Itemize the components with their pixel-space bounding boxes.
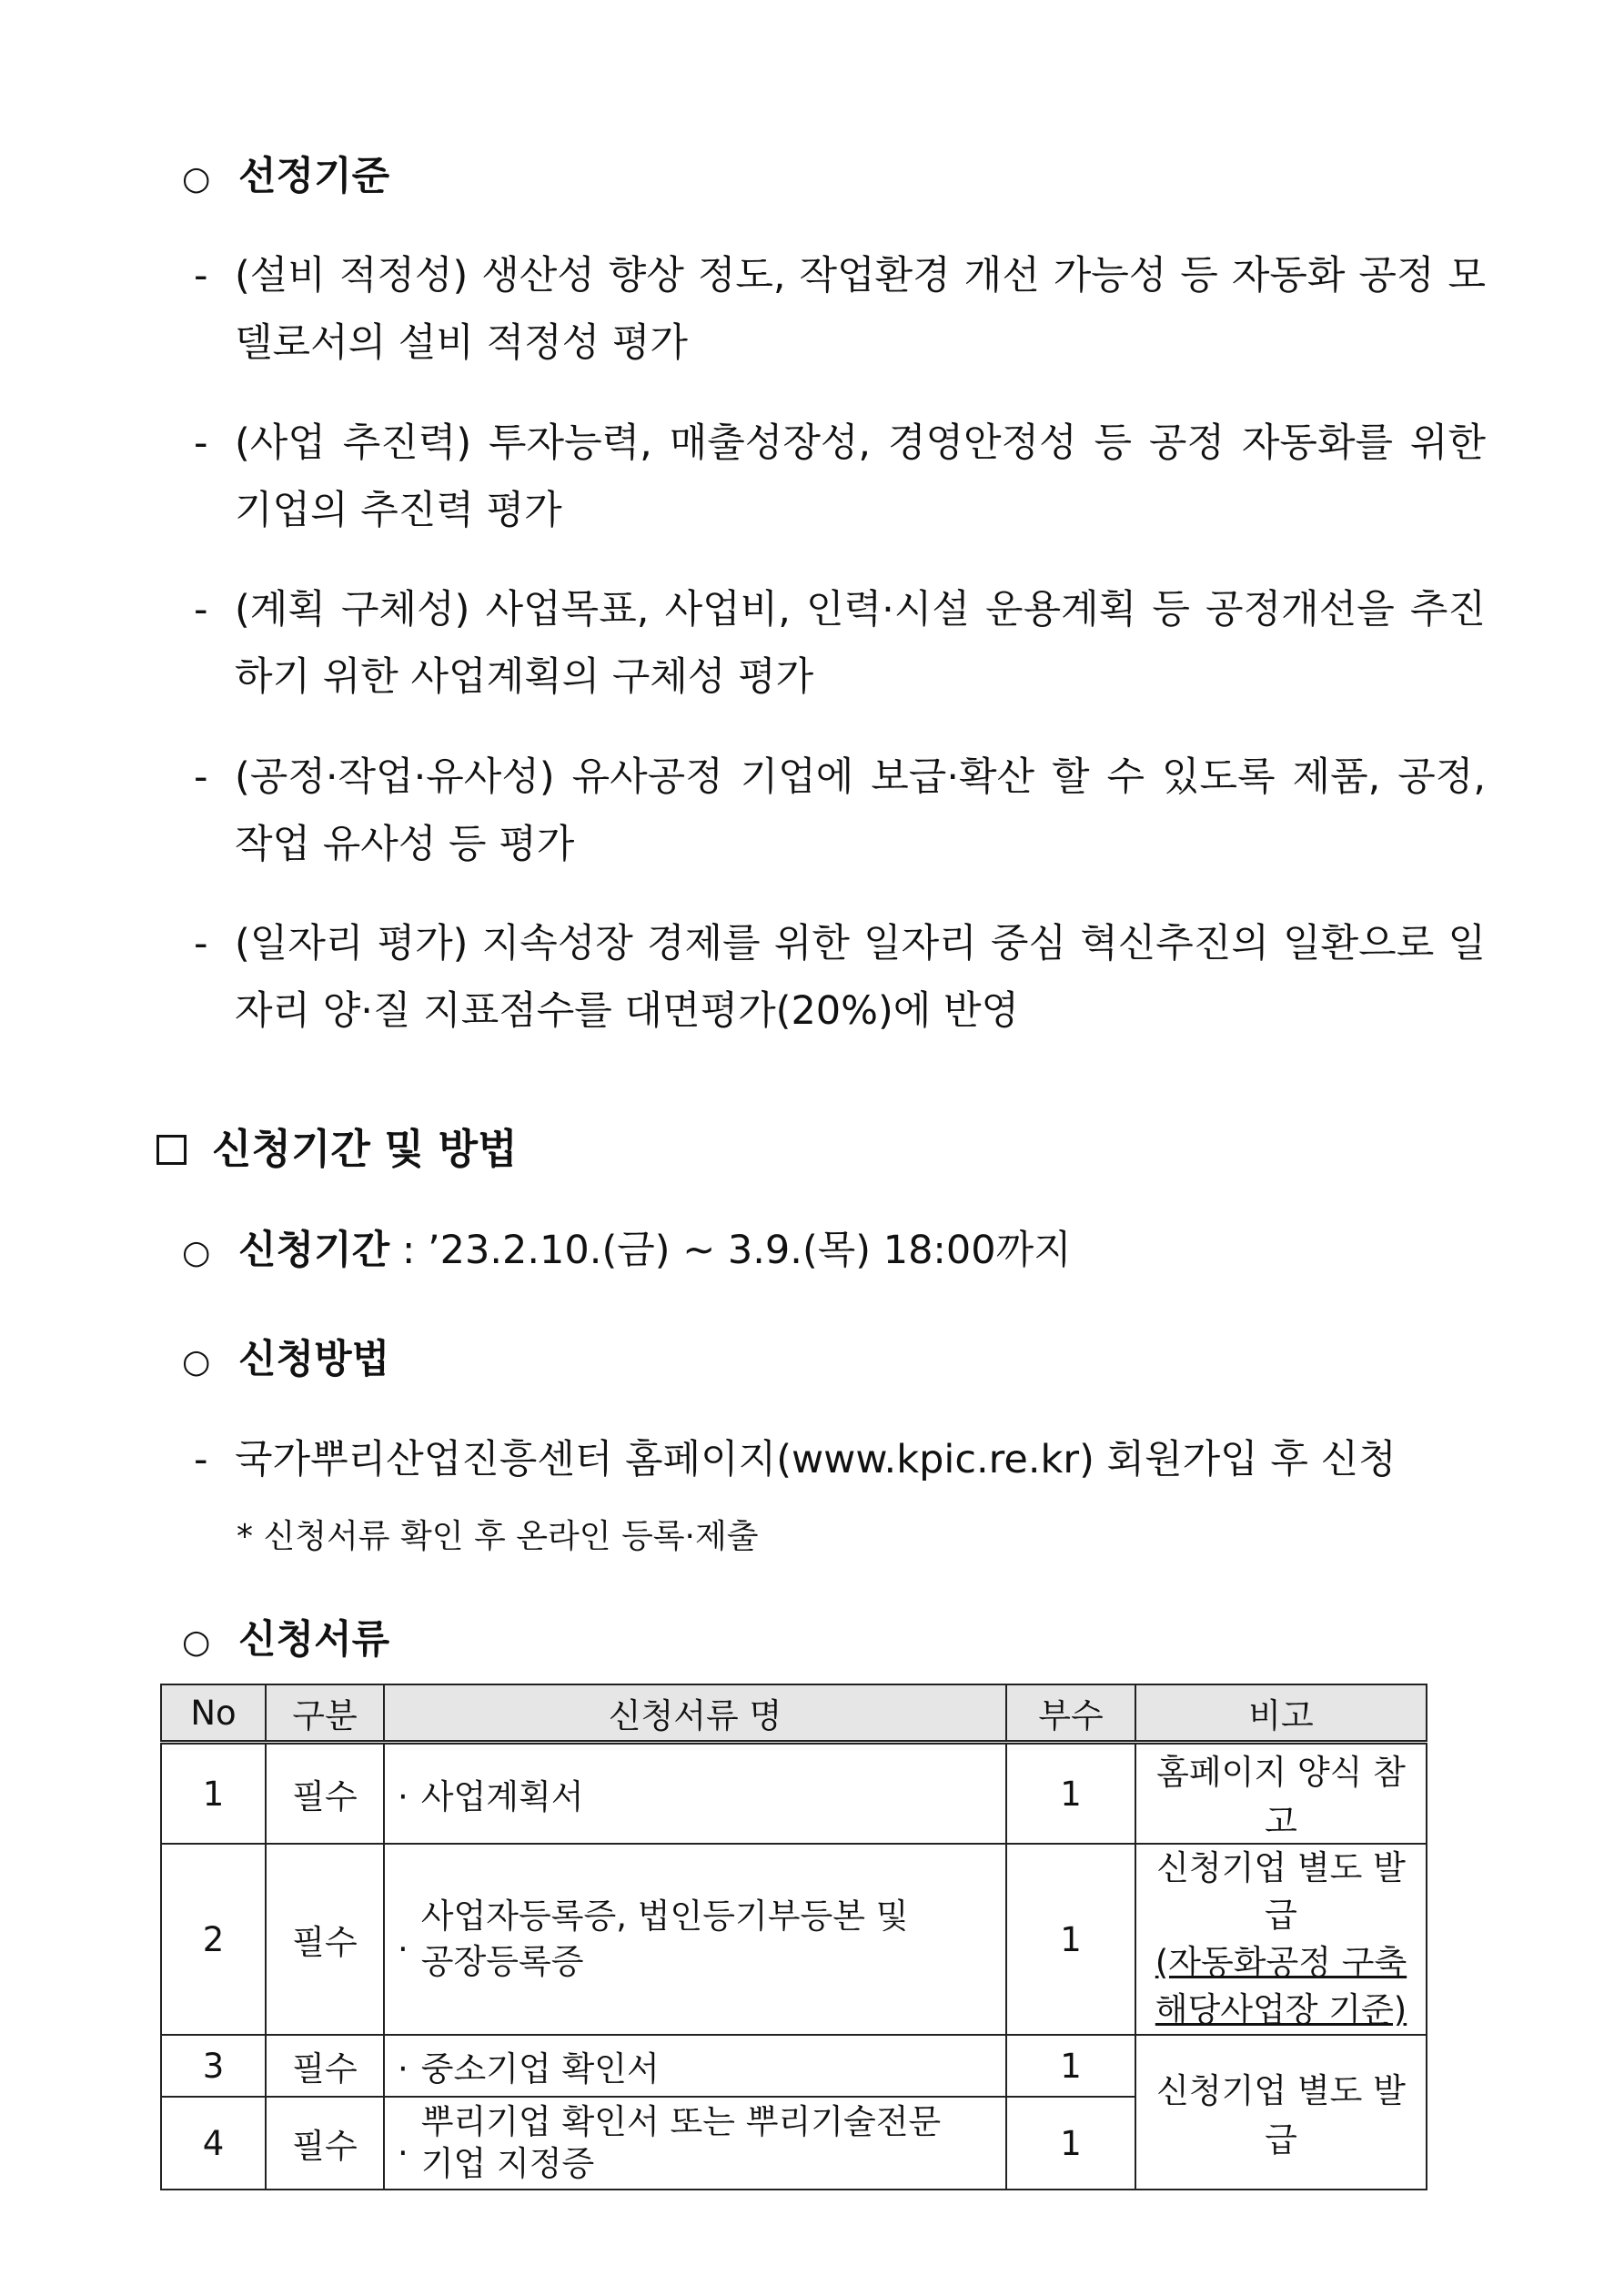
dash-bullet: - bbox=[194, 1437, 208, 1482]
circle-bullet-icon: ○ bbox=[182, 1234, 211, 1271]
criteria-item-2 bbox=[194, 410, 1486, 544]
cell-type: 필수 bbox=[266, 2097, 384, 2190]
dash-bullet: - bbox=[194, 587, 208, 632]
criteria-item-1 bbox=[194, 242, 1486, 377]
method-heading bbox=[182, 1329, 389, 1384]
remark-line-1: 신청기업 별도 발급 bbox=[1156, 1848, 1406, 1935]
method-text-line bbox=[194, 1429, 1397, 1484]
header-remark: 비고 bbox=[1135, 1684, 1427, 1743]
doc-name-multiline bbox=[421, 2101, 941, 2185]
dot-bullet: · bbox=[398, 2049, 409, 2089]
remark-line-3: 해당사업장 기준) bbox=[1155, 1990, 1407, 2029]
header-name: 신청서류 명 bbox=[384, 1684, 1006, 1743]
cell-type: 필수 bbox=[266, 1844, 384, 2035]
cell-no: 1 bbox=[161, 1743, 266, 1845]
circle-bullet-icon: ○ bbox=[182, 1623, 211, 1661]
header-no: No bbox=[161, 1684, 266, 1743]
method-text: 국가뿌리산업진흥센터 홈페이지(www.kpic.re.kr) 회원가입 후 신청 bbox=[235, 1437, 1397, 1482]
criteria-item-4 bbox=[194, 743, 1486, 878]
cell-name bbox=[384, 1844, 1006, 2035]
cell-remark-merged: 신청기업 별도 발급 bbox=[1135, 2035, 1427, 2190]
section-heading-label: 신청기간 및 방법 bbox=[212, 1125, 518, 1173]
doc-name-line-2: 공장등록증 bbox=[420, 1942, 584, 1981]
cell-copies: 1 bbox=[1006, 1844, 1135, 2035]
cell-copies: 1 bbox=[1006, 2035, 1135, 2097]
doc-name: 중소기업 확인서 bbox=[420, 2049, 660, 2089]
dash-bullet: - bbox=[194, 420, 208, 466]
cell-type: 필수 bbox=[266, 2035, 384, 2097]
section-heading-application bbox=[156, 1116, 518, 1175]
period-line bbox=[182, 1219, 1072, 1275]
header-copies: 부수 bbox=[1006, 1684, 1135, 1743]
doc-name-multiline bbox=[421, 1894, 909, 1985]
circle-bullet-icon: ○ bbox=[182, 160, 211, 197]
criteria-item-text: (공정·작업·유사성) 유사공정 기업에 보급·확산 할 수 있도록 제품, 공정, 작업 유사성 등 평가 bbox=[235, 754, 1486, 867]
cell-no: 2 bbox=[161, 1844, 266, 2035]
doc-name: 사업계획서 bbox=[420, 1777, 584, 1816]
dot-bullet: . bbox=[398, 2123, 409, 2163]
remark-line-2: (자동화공정 구축 bbox=[1155, 1943, 1407, 1982]
dash-bullet: - bbox=[194, 921, 208, 966]
method-note: * 신청서류 확인 후 온라인 등록·제출 bbox=[237, 1518, 759, 1555]
cell-copies: 1 bbox=[1006, 1743, 1135, 1845]
cell-copies: 1 bbox=[1006, 2097, 1135, 2190]
table-row bbox=[161, 1844, 1427, 2035]
cell-remark: 홈페이지 양식 참고 bbox=[1135, 1743, 1427, 1845]
header-type: 구분 bbox=[266, 1684, 384, 1743]
criteria-item-3 bbox=[194, 576, 1486, 711]
doc-name-line-1: 사업자등록증, 법인등기부등본 및 bbox=[420, 1896, 909, 1936]
circle-bullet-icon: ○ bbox=[182, 1343, 211, 1381]
period-label: 신청기간 bbox=[238, 1228, 390, 1273]
criteria-heading-label: 선정기준 bbox=[238, 154, 390, 199]
dot-bullet: · bbox=[398, 1777, 409, 1816]
doc-name-line-2: 기업 지정증 bbox=[420, 2144, 595, 2183]
criteria-item-text: (사업 추진력) 투자능력, 매출성장성, 경영안정성 등 공정 자동화를 위한 기업의 추진력 평가 bbox=[235, 420, 1486, 533]
method-label: 신청방법 bbox=[238, 1337, 390, 1382]
documents-table bbox=[160, 1684, 1427, 2190]
documents-label: 신청서류 bbox=[238, 1617, 390, 1663]
square-bullet-icon bbox=[156, 1135, 187, 1165]
cell-type: 필수 bbox=[266, 1743, 384, 1845]
cell-name bbox=[384, 2097, 1006, 2190]
table-row bbox=[161, 2035, 1427, 2097]
dash-bullet: - bbox=[194, 754, 208, 800]
cell-no: 4 bbox=[161, 2097, 266, 2190]
cell-no: 3 bbox=[161, 2035, 266, 2097]
criteria-heading bbox=[182, 146, 389, 201]
dash-bullet: - bbox=[194, 253, 208, 298]
criteria-item-5 bbox=[194, 910, 1486, 1045]
criteria-item-text: (계획 구체성) 사업목표, 사업비, 인력·시설 운용계획 등 공정개선을 추진하기 위한 사업계획의 구체성 평가 bbox=[235, 587, 1486, 700]
period-value: : ’23.2.10.(금) ~ 3.9.(목) 18:00까지 bbox=[389, 1228, 1072, 1273]
dot-bullet: . bbox=[398, 1919, 409, 1959]
criteria-item-text: (일자리 평가) 지속성장 경제를 위한 일자리 중심 혁신추진의 일환으로 일자리 양·질 지표점수를 대면평가(20%)에 반영 bbox=[235, 921, 1486, 1034]
cell-name bbox=[384, 2035, 1006, 2097]
cell-name bbox=[384, 1743, 1006, 1845]
table-row bbox=[161, 1743, 1427, 1845]
documents-heading bbox=[182, 1609, 389, 1664]
cell-remark bbox=[1135, 1844, 1427, 2035]
table-header-row bbox=[161, 1684, 1427, 1743]
criteria-item-text: (설비 적정성) 생산성 향상 정도, 작업환경 개선 가능성 등 자동화 공정 모델로서의 설비 적정성 평가 bbox=[235, 253, 1486, 366]
doc-name-line-1: 뿌리기업 확인서 또는 뿌리기술전문 bbox=[420, 2102, 942, 2141]
